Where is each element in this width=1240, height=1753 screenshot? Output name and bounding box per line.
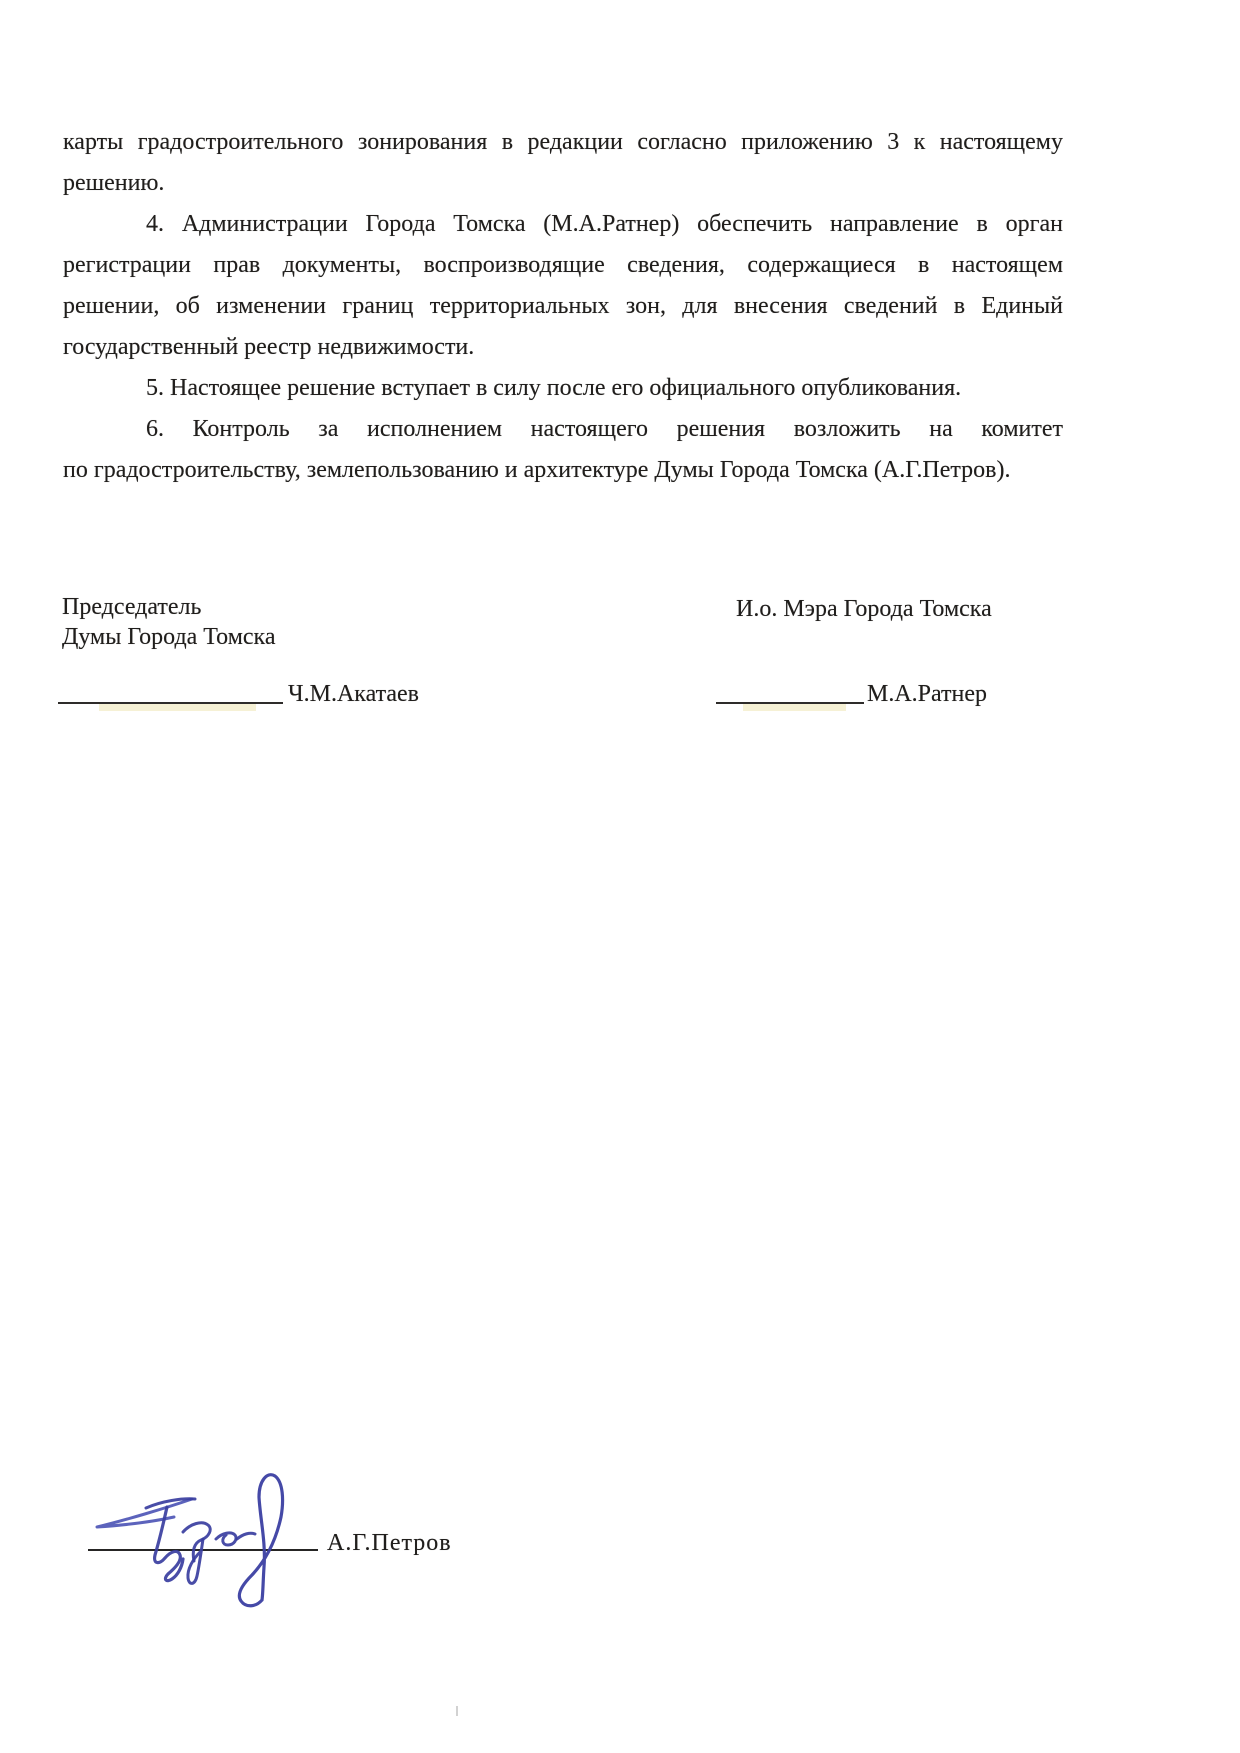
text-line: 4. Администрации Города Томска (М.А.Ратнер) обеспечить направление в орган	[146, 211, 1063, 237]
right-signatory-name: М.А.Ратнер	[867, 681, 988, 707]
text-line: 6. Контроль за исполнением настоящего решения возложить на комитет	[146, 416, 1063, 442]
text-line: 5. Настоящее решение вступает в силу после его официального опубликования.	[146, 375, 962, 401]
text-line: Председатель	[62, 594, 202, 620]
left-signatory-title	[62, 592, 276, 652]
text-line: решении, об изменении границ территориальных зон, для внесения сведений в Единый	[63, 293, 1063, 319]
left-signature-line	[58, 702, 283, 704]
text-line: карты градостроительного зонирования в редакции согласно приложению 3 к настоящему	[63, 129, 1063, 155]
right-signature-line	[716, 702, 864, 704]
left-signatory-name: Ч.М.Акатаев	[288, 681, 420, 707]
scan-artifact	[456, 1706, 458, 1716]
text-line: Думы Города Томска	[62, 624, 276, 650]
bottom-signatory-name: А.Г.Петров	[327, 1530, 452, 1556]
handwritten-signature-icon	[70, 1455, 300, 1615]
right-signatory-title: И.о. Мэра Города Томска	[736, 596, 992, 622]
text-line: регистрации прав документы, воспроизводящие сведения, содержащиеся в настоящем	[63, 252, 1063, 278]
text-line: решению.	[63, 170, 165, 196]
text-line: государственный реестр недвижимости.	[63, 334, 475, 360]
text-line: по градостроительству, землепользованию и архитектуре Думы Города Томска (А.Г.Петров).	[63, 457, 1011, 483]
document-body-text	[63, 122, 1063, 491]
